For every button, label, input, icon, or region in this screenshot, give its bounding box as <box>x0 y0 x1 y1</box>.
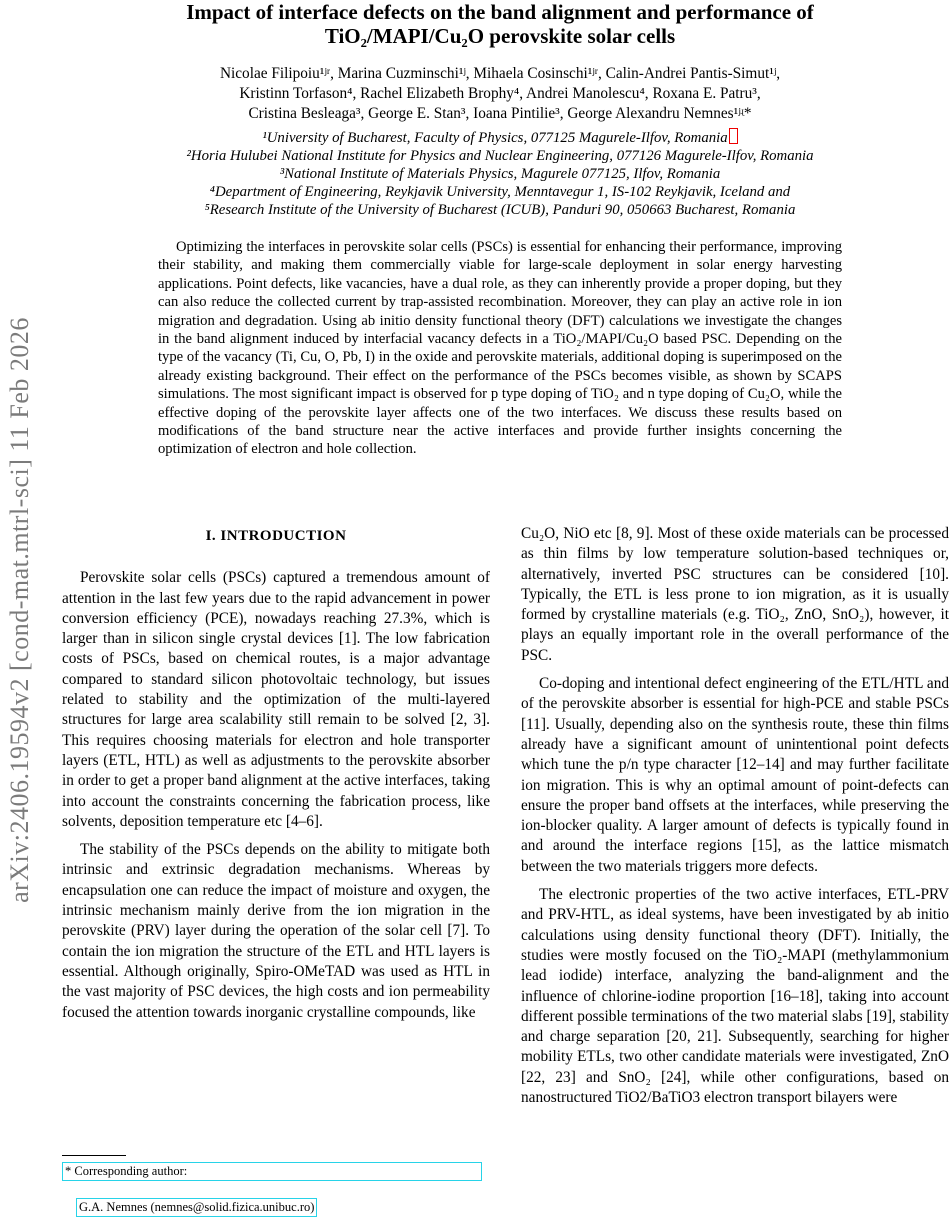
authors-line-2: Kristinn Torfason⁴, Rachel Elizabeth Brophy⁴, Andrei Manolescu⁴, Roxana E. Patru³, <box>239 85 761 102</box>
right-column <box>521 524 949 1108</box>
affiliation-3: ³National Institute of Materials Physics, Magurele 077125, Ilfov, Romania <box>279 166 721 182</box>
affiliation-4: ⁴Department of Engineering, Reykjavik University, Menntavegur 1, IS-102 Reykjavik, Iceland and <box>209 184 791 200</box>
affiliation-2: ²Horia Hulubei National Institute for Physics and Nuclear Engineering, 077126 Magurele-Ilfov, Romania <box>186 148 814 164</box>
authors-line-3: Cristina Besleaga³, George E. Stan³, Ioana Pintilie³, George Alexandru Nemnes¹ʲʵ* <box>248 105 752 122</box>
footnote-rule <box>62 1155 126 1156</box>
affiliation-5: ⁵Research Institute of the University of Bucharest (ICUB), Panduri 90, 050663 Bucharest, Romania <box>204 202 796 218</box>
author-list <box>80 64 920 124</box>
corresponding-author-footnote <box>62 1162 492 1217</box>
title-line-2: TiO₂/MAPI/Cu₂O perovskite solar cells <box>324 24 676 48</box>
intro-paragraph-1: Perovskite solar cells (PSCs) captured a tremendous amount of attention in the last few years due to the rapid advancement in power conversion efficiency (PCE), nowadays reaching 27.3%, which is larger than in silicon single crystal devices [1]. The low fabrication costs of PSCs, based on chemical routes, is a major advantage compared to standard silicon photovoltaic technology, but issues related to stability and the optimization of the multi-layered structures for large area scalability still remain to be solved [2, 3]. This requires choosing materials for electron and hole transporter layers (ETL, HTL) as well as adjustments to the perovskite absorber in order to get a proper band alignment at the active interfaces, taking into account the constraints concerning the fabrication process, like solvents, deposition temperature etc [4–6]. <box>62 569 490 830</box>
affiliation-list <box>80 128 920 219</box>
authors-line-1: Nicolae Filipoiu¹ʲʳ, Marina Cuzminschi¹ʲ, Mihaela Cosinschi¹ʲʳ, Calin-Andrei Pantis-Simut¹ʲ, <box>219 65 781 82</box>
corresponding-author-email-link[interactable]: G.A. Nemnes (nemnes@solid.fizica.unibuc.ro) <box>76 1198 317 1217</box>
intro-paragraph-3: Cu₂O, NiO etc [8, 9]. Most of these oxide materials can be processed as thin films by low temperature solution-based techniques or, alternatively, inverted PSC structures can be considered [10]. Typically, the ETL is less prone to ion migration, as it is usually formed by crystalline materials (e.g. TiO₂, ZnO, SnO₂), however, it plays an equally important role in the overall performance of the PSC. <box>521 525 949 664</box>
intro-paragraph-2: The stability of the PSCs depends on the ability to mitigate both intrinsic and extrinsic degradation mechanisms. Whereas by encapsulation one can reduce the impact of moisture and oxygen, the intrinsic mechanism mainly derive from the ion migration in the perovskite (PRV) layer during the operation of the solar cell [7]. To contain the ion migration the structure of the ETL and HTL layers is essential. Although originally, Spiro-OMeTAD was used as HTL in the vast majority of PSC devices, the high costs and ion permeability focused the attention towards inorganic crystalline compounds, like <box>62 841 490 1021</box>
paper-title <box>110 0 890 48</box>
intro-paragraph-4: Co-doping and intentional defect engineering of the ETL/HTL and of the perovskite absorber is essential for high-PCE and stable PSCs [11]. Usually, depending also on the synthesis route, these thin films already have a significant amount of unintentional point defects which tune the p/n type character [12–14] and may further facilitate ion migration. This is why an optimal amount of point-defects can ensure the proper band offsets at the interfaces, while preserving the ion-blocker quality. A larger amount of defects is typically found in and around the interface regions [15], as the lattice mismatch between the two materials triggers more defects. <box>521 675 949 875</box>
intro-paragraph-5: The electronic properties of the two active interfaces, ETL-PRV and PRV-HTL, as ideal systems, have been investigated by ab initio calculations using density functional theory (DFT). Initially, the studies were mostly focused on the TiO₂-MAPI (methylammonium lead iodide) interface, analyzing the band-alignment and the influence of chlorine-iodine proportion [16–18], taking into account different possible terminations of the two material slabs [19], stability and charge separation [20, 21]. Subsequently, searching for higher mobility ETLs, two other candidate materials were investigated, ZnO [22, 23] and SnO₂ [24], while other configurations, based on nanostructured TiO2/BaTiO3 electron transport bilayers were <box>521 886 949 1107</box>
affiliation-1: ¹University of Bucharest, Faculty of Physics, 077125 Magurele-Ilfov, Romania <box>80 128 920 147</box>
abstract: Optimizing the interfaces in perovskite solar cells (PSCs) is essential for enhancing their performance, improving their stability, and making them commercially viable for large-scale deployment in solar energy harvesting applications. Point defects, like vacancies, have a dual role, as they can inherently provide a proper doping, but they can also reduce the collected current by trap-assisted recombination. Moreover, they can play an active role in ion migration and degradation. Using ab initio density functional theory (DFT) calculations we investigate the changes in the band alignment induced by interfacial vacancy defects in a TiO₂/MAPI/Cu₂O based PSC. Depending on the type of the vacancy (Ti, Cu, O, Pb, I) in the oxide and perovskite materials, additional doping is superimposed on the already existing background. Their effect on the performance of the PSCs becomes visible, as shown by SCAPS simulations. The most significant impact is observed for p type doping of TiO₂ and n type doping of Cu₂O, while the effective doping of the perovskite layer affects one of the two interfaces. We discuss these results based on modifications of the band structure near the active interfaces and provide further insights concerning the optimization of electron and hole collection. <box>158 239 842 458</box>
arxiv-sidebar <box>0 230 40 990</box>
footnote-link-marker[interactable] <box>729 128 738 144</box>
corresponding-author-link[interactable]: * Corresponding author: <box>62 1162 482 1181</box>
arxiv-identifier[interactable]: arXiv:2406.19594v2 [cond-mat.mtrl-sci] 11 Feb 2026 <box>5 317 35 903</box>
section-heading-introduction: I. INTRODUCTION <box>205 528 347 544</box>
left-column <box>62 524 490 1023</box>
title-line-1: Impact of interface defects on the band alignment and performance of <box>186 0 814 24</box>
